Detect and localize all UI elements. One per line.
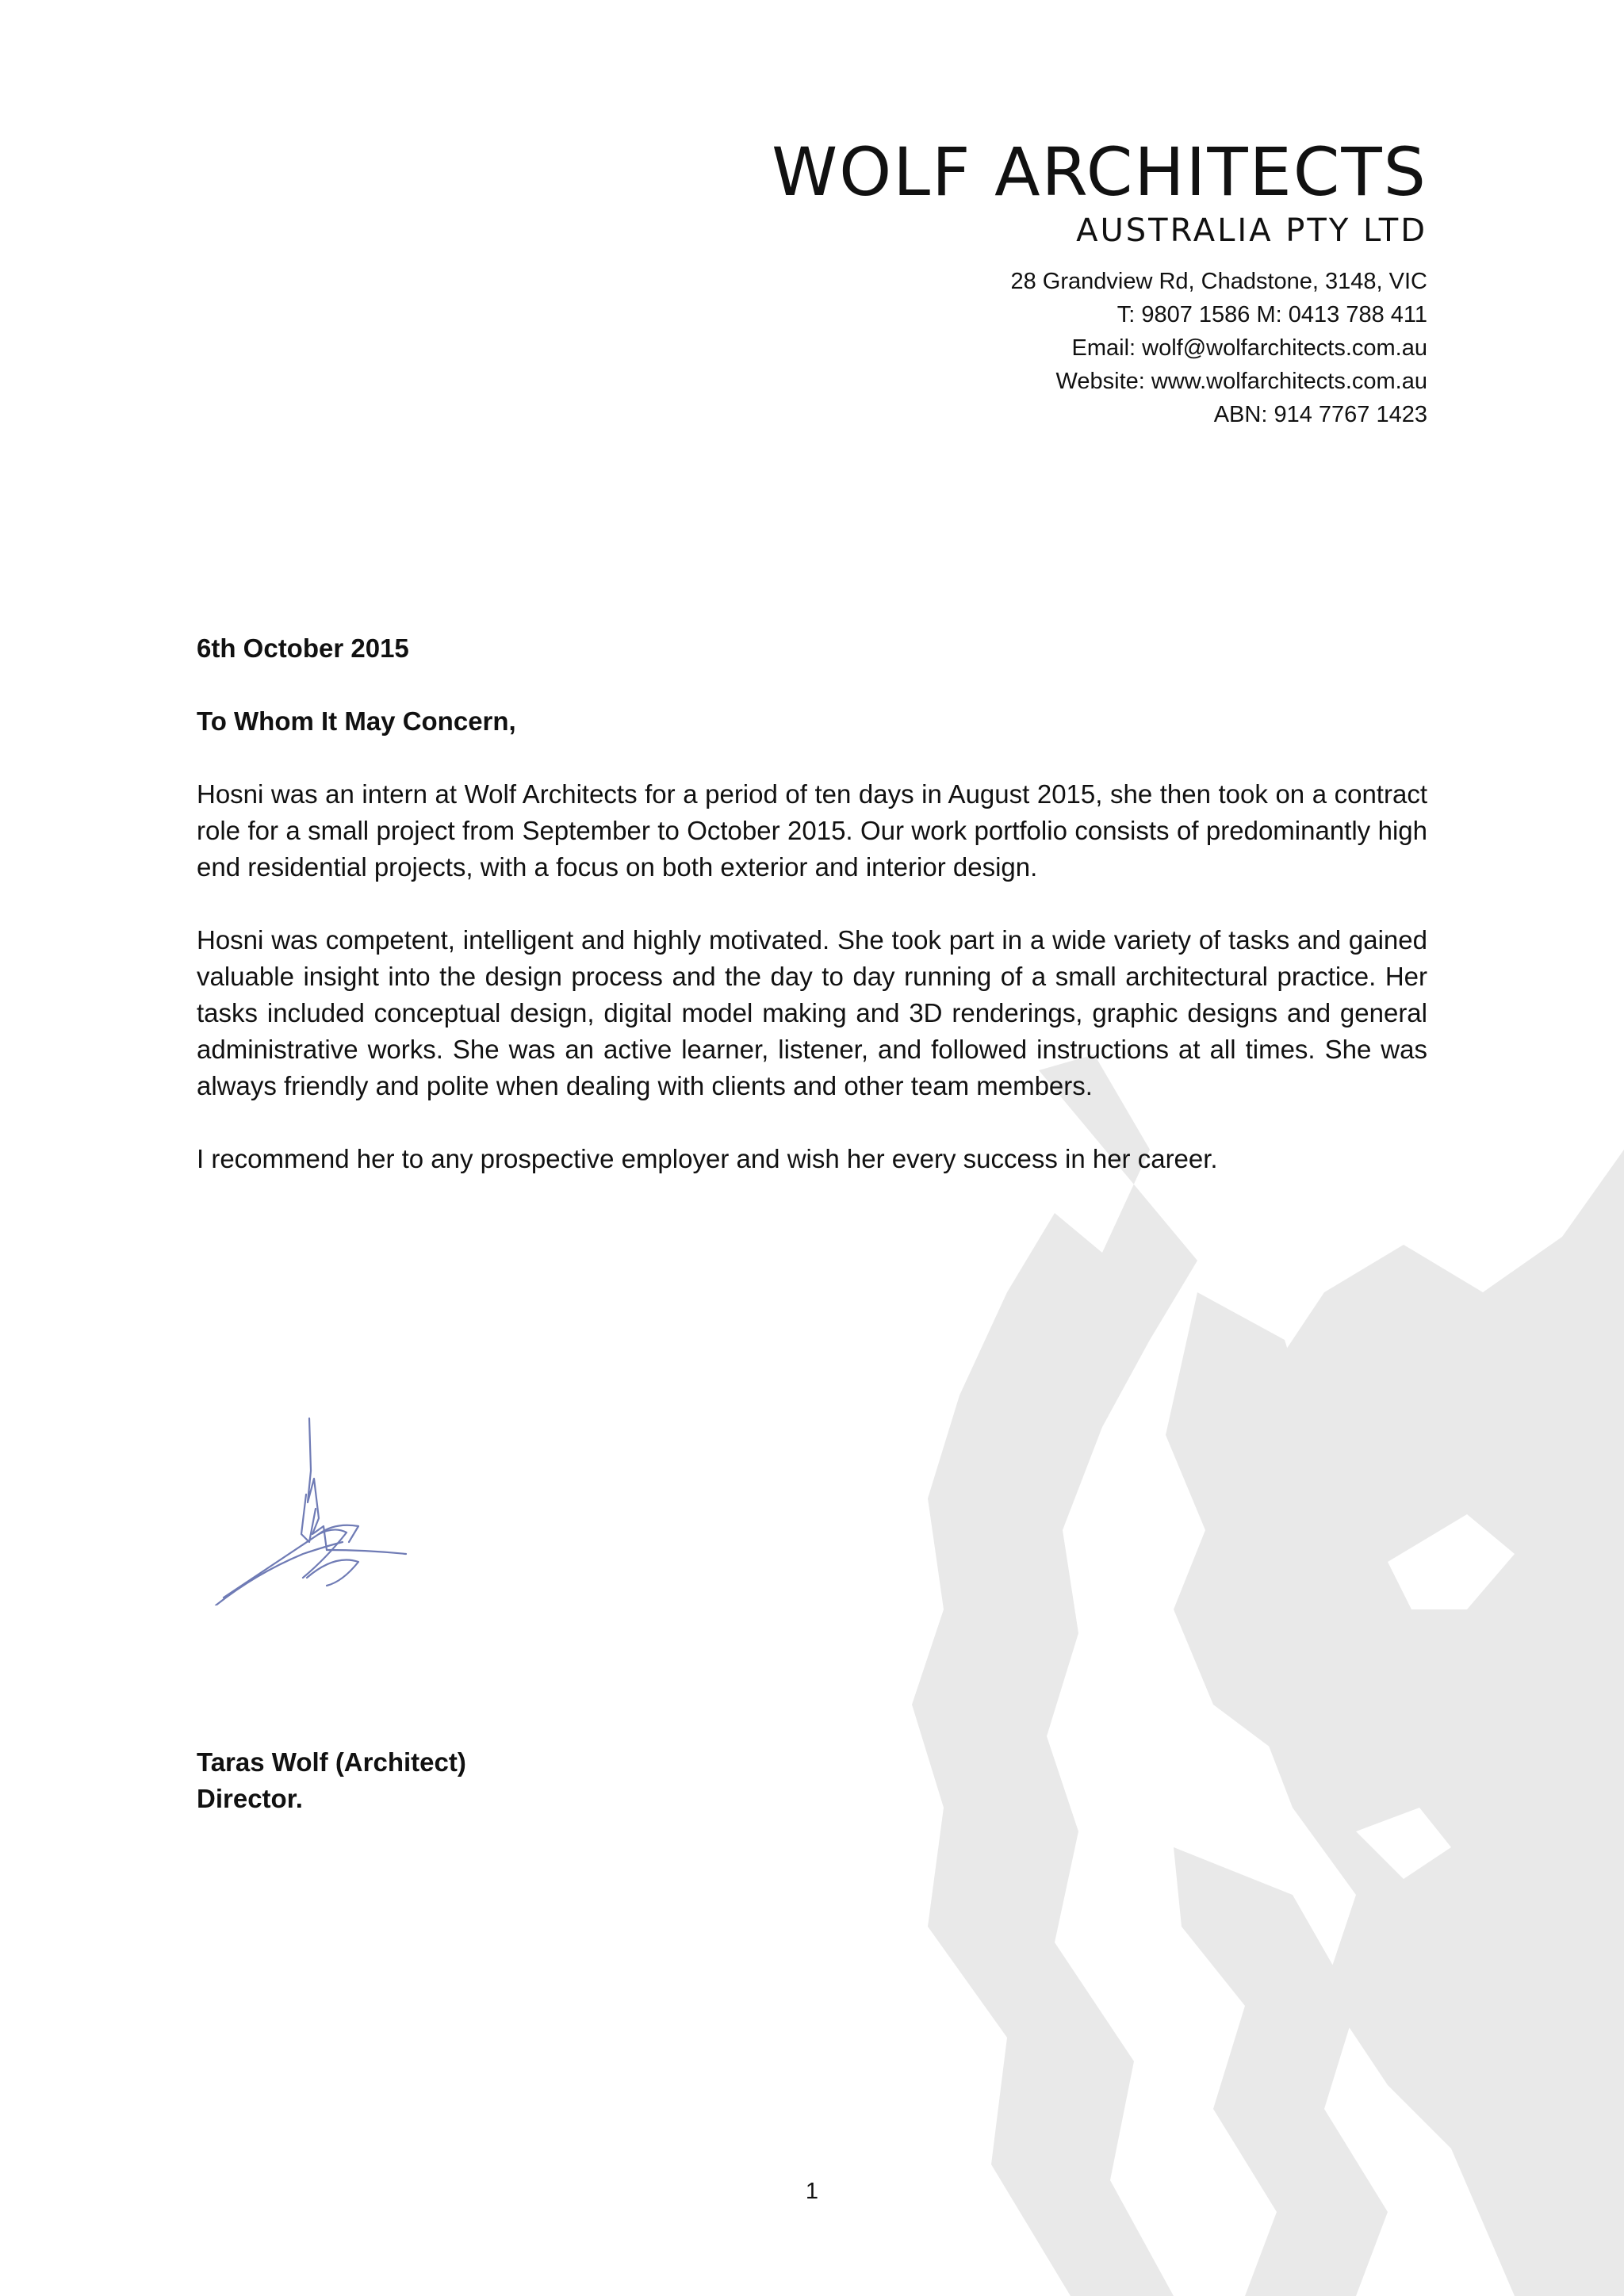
signoff-block <box>197 1744 466 1817</box>
company-subtitle: AUSTRALIA PTY LTD <box>1076 212 1427 249</box>
letter-date: 6th October 2015 <box>197 633 409 663</box>
letter-paragraph: I recommend her to any prospective employer and wish her every success in her career. <box>197 1144 1218 1173</box>
page-number: 1 <box>805 2179 819 2204</box>
company-name: WOLF ARCHITECTS <box>772 133 1427 211</box>
signatory-title: Director. <box>197 1784 303 1813</box>
website-line: Website: www.wolfarchitects.com.au <box>1055 369 1427 394</box>
email-line: Email: wolf@wolfarchitects.com.au <box>1071 335 1427 361</box>
letter-body <box>197 630 1427 1177</box>
signatory-name: Taras Wolf (Architect) <box>197 1747 466 1777</box>
phone-line: T: 9807 1586 M: 0413 788 411 <box>1116 302 1427 327</box>
abn-line: ABN: 914 7767 1423 <box>1213 402 1427 427</box>
wolf-watermark-icon <box>912 1054 1624 2296</box>
letter-paragraph: Hosni was an intern at Wolf Architects for a period of ten days in August 2015, she then took on a contract role for a small project from September to October 2015. Our work portfolio consists of predominantly high end residential projects, with a focus on both exterior and interior design. <box>197 779 1427 882</box>
letterhead-logo <box>772 133 1427 249</box>
contact-details <box>1010 265 1427 431</box>
address-line: 28 Grandview Rd, Chadstone, 3148, VIC <box>1010 269 1427 294</box>
letter-salutation: To Whom It May Concern, <box>197 706 516 736</box>
letter-paragraph: Hosni was competent, intelligent and highly motivated. She took part in a wide variety of tasks and gained valuable insight into the design process and the day to day running of a small architectural practice. Her tasks included conceptual design, digital model making and 3D renderings, graphic designs and general administrative works. She was an active learner, listener, and followed instructions at all times. She was always friendly and polite when dealing with clients and other team members. <box>197 925 1427 1100</box>
signature-icon <box>208 1415 422 1605</box>
